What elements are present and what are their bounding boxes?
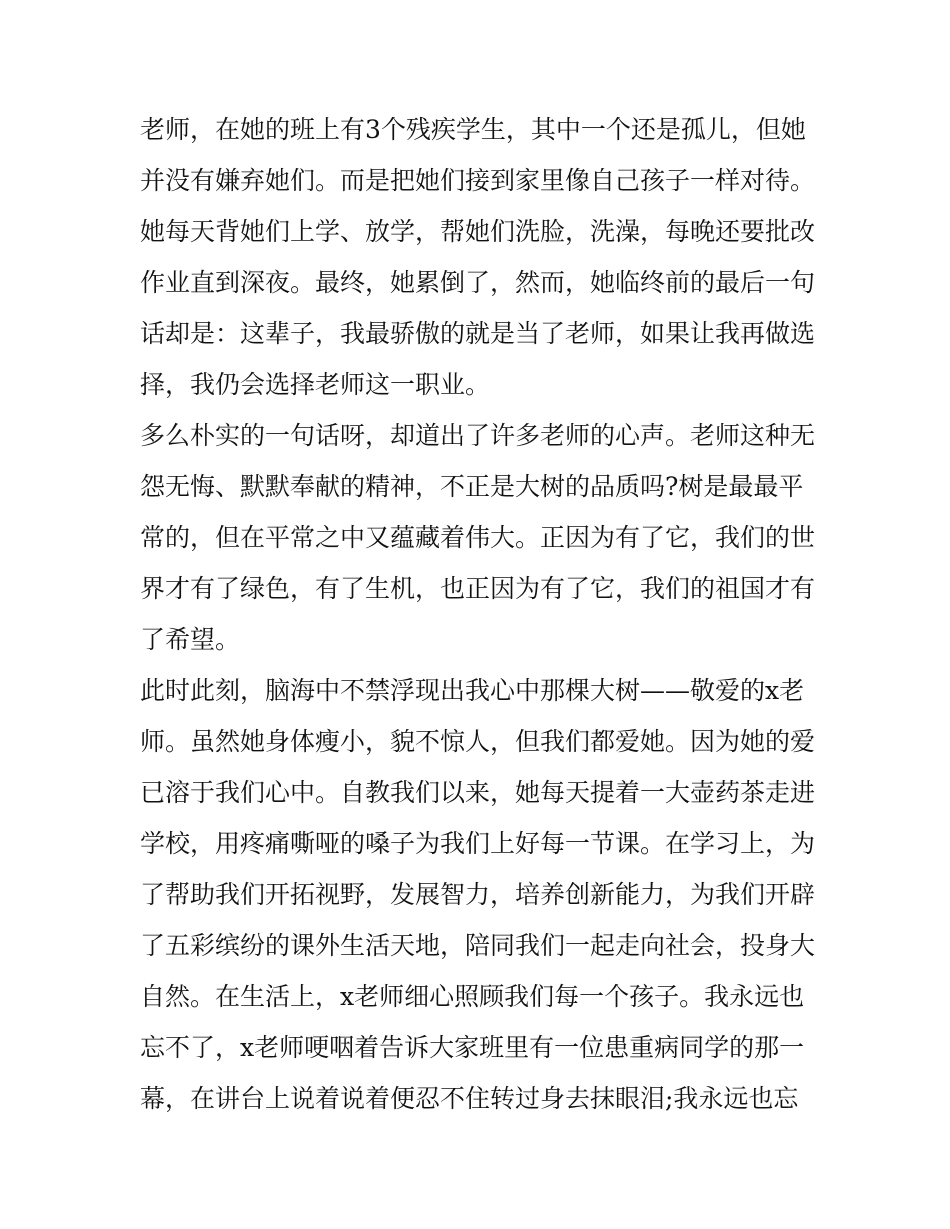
text-line: 幕，在讲台上说着说着便忍不住转过身去抹眼泪;我永远也忘 [140, 1084, 799, 1113]
text-line: 已溶于我们心中。自教我们以来，她每天提着一大壶药茶走进 [140, 778, 816, 807]
text-line: 怨无悔、默默奉献的精神，不正是大树的品质吗?树是最最平 [140, 472, 804, 501]
text-line: 多么朴实的一句话呀，却道出了许多老师的心声。老师这种无 [140, 421, 816, 450]
text-line: 她每天背她们上学、放学，帮她们洗脸，洗澡，每晚还要批改 [140, 217, 816, 246]
text-line: 自然。在生活上，x老师细心照顾我们每一个孩子。我永远也 [140, 982, 805, 1011]
text-line: 老师，在她的班上有3个残疾学生，其中一个还是孤儿，但她 [140, 115, 806, 144]
text-line: 了五彩缤纷的课外生活天地，陪同我们一起走向社会，投身大 [140, 931, 816, 960]
text-line: 话却是：这辈子，我最骄傲的就是当了老师，如果让我再做选 [140, 319, 816, 348]
text-line: 择，我仍会选择老师这一职业。 [140, 370, 491, 399]
text-line: 此时此刻，脑海中不禁浮现出我心中那棵大树——敬爱的x老 [140, 676, 805, 705]
text-line: 并没有嫌弃她们。而是把她们接到家里像自己孩子一样对待。 [140, 166, 816, 195]
text-line: 忘不了，x老师哽咽着告诉大家班里有一位患重病同学的那一 [140, 1033, 805, 1062]
text-line: 作业直到深夜。最终，她累倒了，然而，她临终前的最后一句 [140, 268, 816, 297]
text-line: 界才有了绿色，有了生机，也正因为有了它，我们的祖国才有 [140, 574, 816, 603]
text-line: 了帮助我们开拓视野，发展智力，培养创新能力，为我们开辟 [140, 880, 816, 909]
text-line: 了希望。 [140, 625, 241, 654]
text-line: 学校，用疼痛嘶哑的嗓子为我们上好每一节课。在学习上，为 [140, 829, 816, 858]
text-line: 师。虽然她身体瘦小，貌不惊人，但我们都爱她。因为她的爱 [140, 727, 816, 756]
text-line: 常的，但在平常之中又蕴藏着伟大。正因为有了它，我们的世 [140, 523, 816, 552]
document-body-text [140, 104, 816, 1124]
